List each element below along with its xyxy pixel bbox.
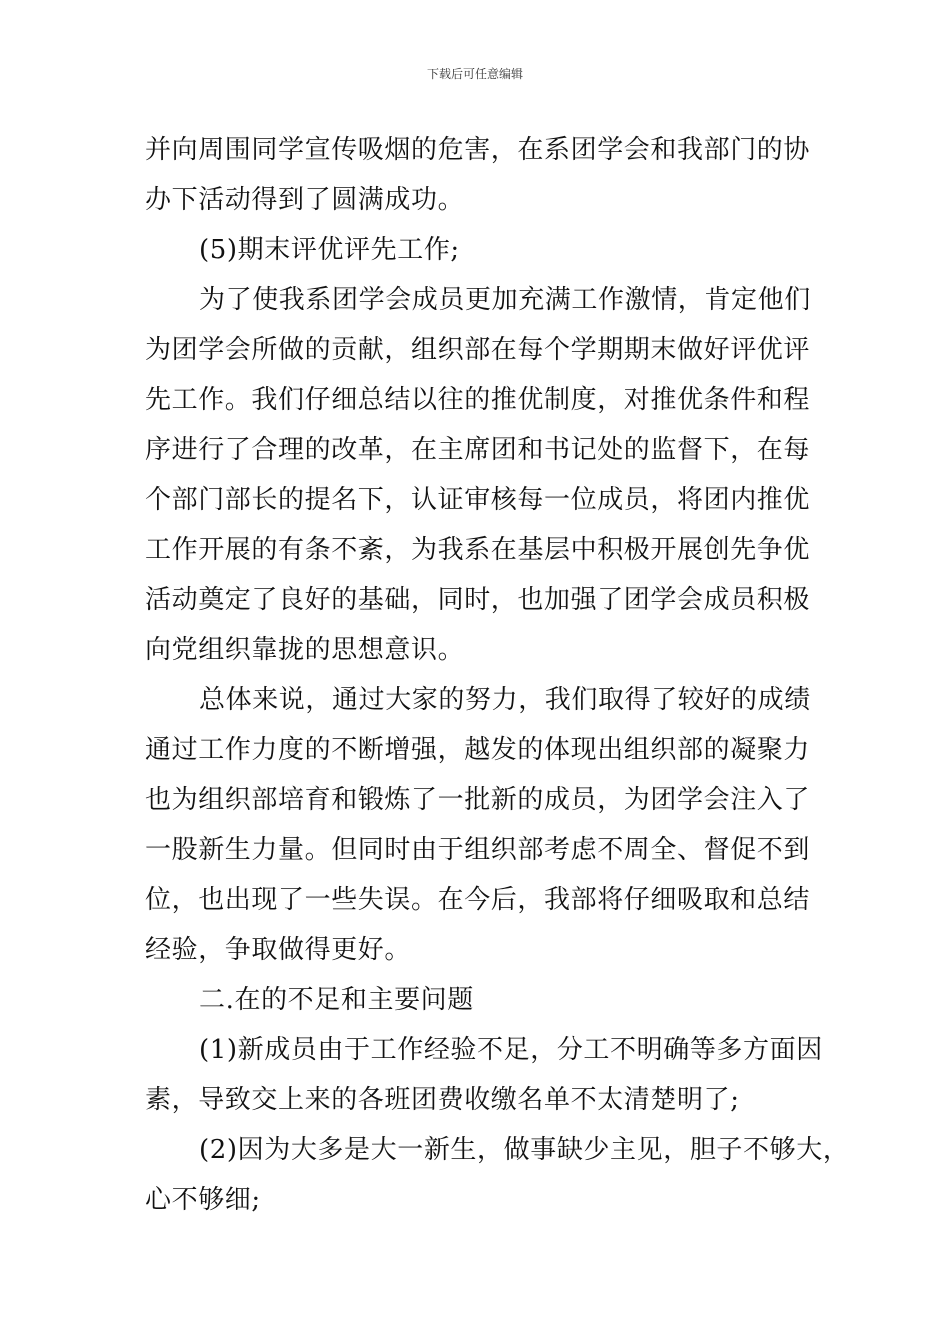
- document-body: [145, 125, 850, 1225]
- text-line: 经验，争取做得更好。: [145, 935, 412, 965]
- text-line: 先工作。我们仔细总结以往的推优制度，对推优条件和程: [145, 385, 811, 415]
- text-line: 素，导致交上来的各班团费收缴名单不太清楚明了;: [145, 1085, 740, 1115]
- text-line: 心不够细;: [145, 1185, 261, 1215]
- text-line: 位，也出现了一些失误。在今后，我部将仔细吸取和总结: [145, 885, 811, 915]
- paragraph-start: (2)因为大多是大一新生，做事缺少主见，胆子不够大，: [199, 1135, 850, 1165]
- text-line: 一股新生力量。但同时由于组织部考虑不周全、督促不到: [145, 835, 811, 865]
- section-heading: 二.在的不足和主要问题: [199, 985, 474, 1015]
- text-line: 工作开展的有条不紊，为我系在基层中积极开展创先争优: [145, 535, 811, 565]
- paragraph-start: (1)新成员由于工作经验不足，分工不明确等多方面因: [199, 1035, 823, 1065]
- text-line: 并向周围同学宣传吸烟的危害，在系团学会和我部门的协: [145, 135, 811, 165]
- paragraph-start: 为了使我系团学会成员更加充满工作激情，肯定他们: [199, 285, 811, 315]
- text-line: 活动奠定了良好的基础，同时，也加强了团学会成员积极: [145, 585, 811, 615]
- text-line: 序进行了合理的改革，在主席团和书记处的监督下，在每: [145, 435, 811, 465]
- text-line: 也为组织部培育和锻炼了一批新的成员，为团学会注入了: [145, 785, 811, 815]
- text-line: 通过工作力度的不断增强，越发的体现出组织部的凝聚力: [145, 735, 811, 765]
- text-line: 办下活动得到了圆满成功。: [145, 185, 465, 215]
- text-line: 向党组织靠拢的思想意识。: [145, 635, 465, 665]
- text-line: 个部门部长的提名下，认证审核每一位成员，将团内推优: [145, 485, 811, 515]
- page-header: 下载后可任意编辑: [426, 67, 523, 81]
- text-line: 为团学会所做的贡献，组织部在每个学期期末做好评优评: [145, 335, 811, 365]
- section-heading: (5)期末评优评先工作;: [199, 235, 460, 265]
- paragraph-start: 总体来说，通过大家的努力，我们取得了较好的成绩: [199, 685, 811, 715]
